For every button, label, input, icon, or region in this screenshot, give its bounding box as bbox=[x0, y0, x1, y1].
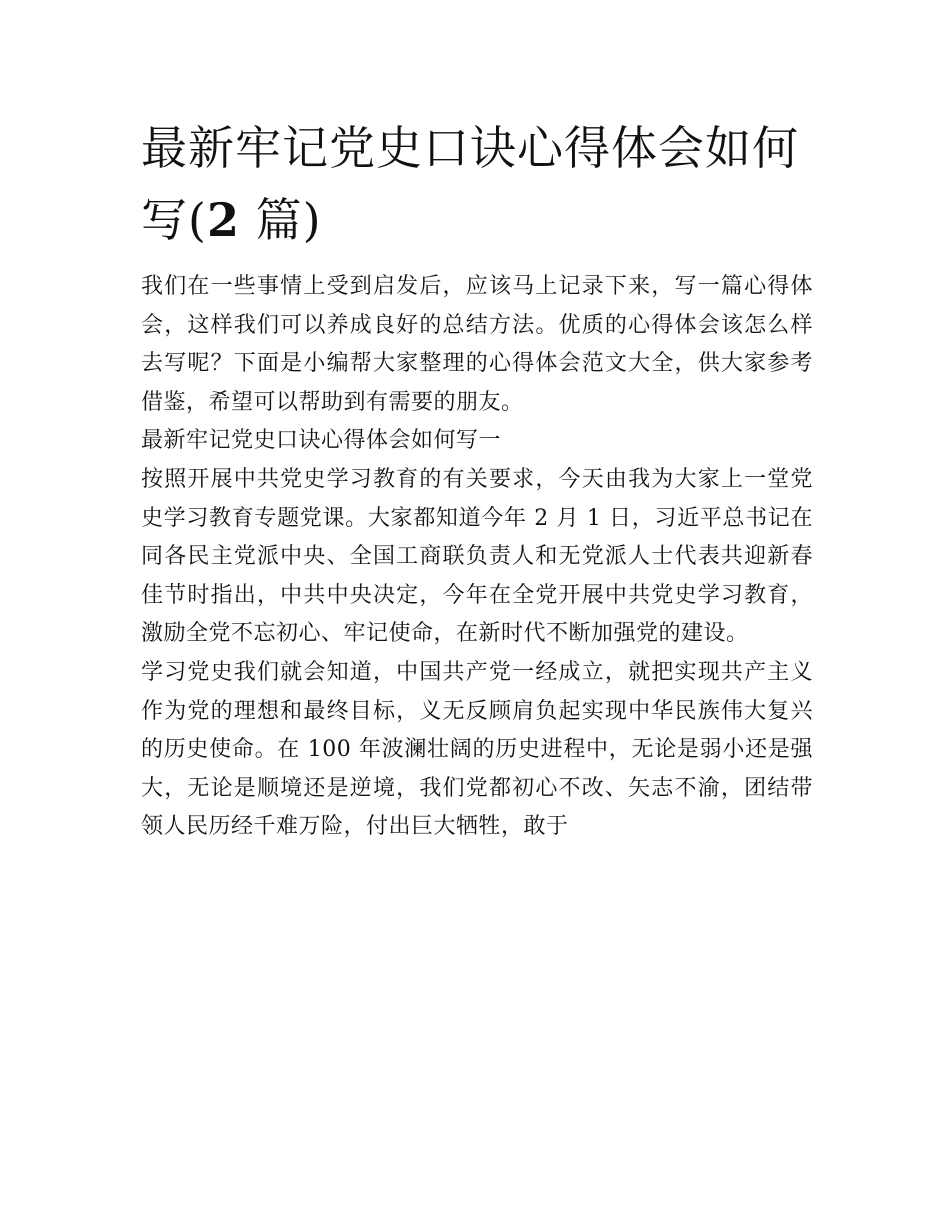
title-open-paren: ( bbox=[188, 193, 207, 247]
title-number: 2 bbox=[206, 193, 240, 247]
title-text: 最新牢记党史口诀心得体会如何写 bbox=[141, 121, 799, 247]
section-heading: 最新牢记党史口诀心得体会如何写一 bbox=[141, 428, 502, 454]
body-paragraph-1: 按照开展中共党史学习教育的有关要求，今天由我为大家上一堂党史学习教育专题党课。大家都知道今年 2 月 1 日，习近平总书记在同各民主党派中央、全国工商联负责人和无党派人士代表共迎新春佳节时指出，中共中央决定，今年在全党开展中共党史学习教育，激励全党不忘初心、牢记使命，在新时代不断加强党的建设。 bbox=[141, 466, 813, 647]
body-paragraph-2: 学习党史我们就会知道，中国共产党一经成立，就把实现共产主义作为党的理想和最终目标，义无反顾肩负起实现中华民族伟大复兴的历史使命。在 100 年波澜壮阔的历史进程中，无论是弱小还是强大，无论是顺境还是逆境，我们党都初心不改、矢志不渝，团结带领人民历经千难万险，付出巨大牺牲，敢于 bbox=[141, 659, 813, 840]
document-title bbox=[141, 112, 801, 256]
intro-paragraph: 我们在一些事情上受到启发后，应该马上记录下来，写一篇心得体会，这样我们可以养成良好的总结方法。优质的心得体会该怎么样去写呢？下面是小编帮大家整理的心得体会范文大全，供大家参考借鉴，希望可以帮助到有需要的朋友。 bbox=[141, 274, 813, 415]
document-page bbox=[141, 112, 813, 847]
title-suffix: 篇) bbox=[239, 193, 322, 247]
